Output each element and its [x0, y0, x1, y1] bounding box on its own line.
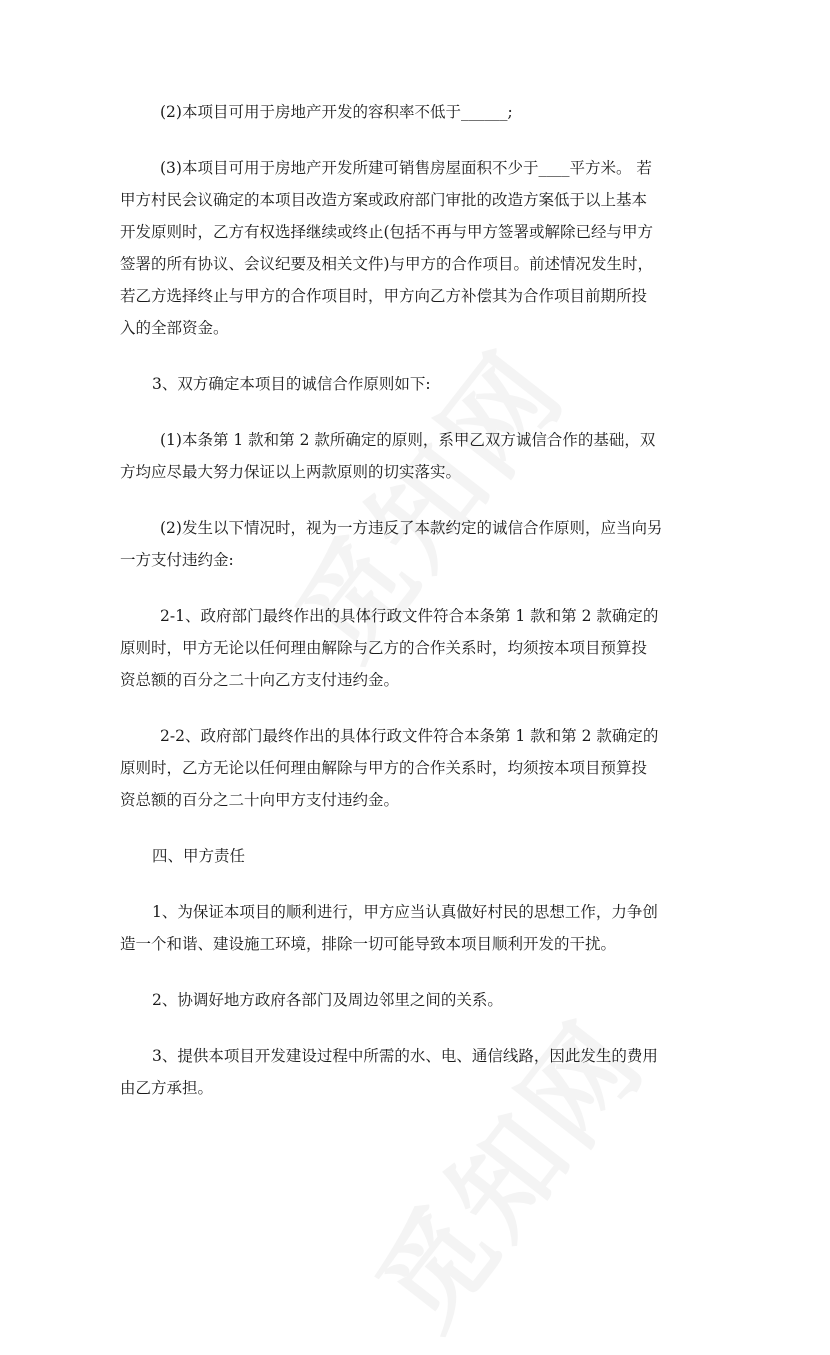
text-line: 开发原则时，乙方有权选择继续或终止(包括不再与甲方签署或解除已经与甲方 — [120, 223, 654, 241]
paragraph-sellable-area — [120, 152, 680, 344]
section-heading-party-a-duties — [152, 840, 680, 872]
text-line: (2)本项目可用于房地产开发的容积率不低于______; — [160, 103, 513, 121]
text-line: 入的全部资金。 — [120, 319, 229, 337]
text-line: 3、提供本项目开发建设过程中所需的水、电、通信线路，因此发生的费用 — [152, 1047, 658, 1065]
text-line: 签署的所有协议、会议纪要及相关文件)与甲方的合作项目。前述情况发生时， — [120, 255, 654, 273]
paragraph-good-faith-2 — [120, 512, 680, 576]
text-line: 资总额的百分之二十向乙方支付违约金。 — [120, 671, 400, 689]
text-line: 若乙方选择终止与甲方的合作项目时，甲方向乙方补偿其为合作项目前期所投 — [120, 287, 648, 305]
paragraph-good-faith-heading — [152, 368, 680, 400]
text-line: 1、为保证本项目的顺利进行，甲方应当认真做好村民的思想工作，力争创 — [152, 903, 658, 921]
document-body — [120, 96, 680, 1128]
text-line: 四、甲方责任 — [152, 847, 246, 865]
paragraph-clause-2-1 — [120, 600, 680, 696]
text-line: 一方支付违约金: — [120, 551, 234, 569]
paragraph-duty-1 — [120, 896, 680, 960]
text-line: 原则时，乙方无论以任何理由解除与甲方的合作关系时，均须按本项目预算投 — [120, 759, 648, 777]
paragraph-duty-2 — [152, 984, 680, 1016]
text-line: 2-2、政府部门最终作出的具体行政文件符合本条第 1 款和第 2 款确定的 — [160, 727, 659, 745]
text-line: 3、双方确定本项目的诚信合作原则如下: — [152, 375, 431, 393]
paragraph-clause-2-2 — [120, 720, 680, 816]
text-line: 甲方村民会议确定的本项目改造方案或政府部门审批的改造方案低于以上基本 — [120, 191, 648, 209]
text-line: 造一个和谐、建设施工环境，排除一切可能导致本项目顺利开发的干扰。 — [120, 935, 617, 953]
paragraph-duty-3 — [120, 1040, 680, 1104]
text-line: (2)发生以下情况时，视为一方违反了本款约定的诚信合作原则，应当向另 — [160, 519, 663, 537]
text-line: (1)本条第 1 款和第 2 款所确定的原则，系甲乙双方诚信合作的基础，双 — [160, 431, 656, 449]
text-line: 原则时，甲方无论以任何理由解除与乙方的合作关系时，均须按本项目预算投 — [120, 639, 648, 657]
text-line: 资总额的百分之二十向甲方支付违约金。 — [120, 791, 400, 809]
text-line: 由乙方承担。 — [120, 1079, 214, 1097]
paragraph-good-faith-1 — [120, 424, 680, 488]
text-line: 2-1、政府部门最终作出的具体行政文件符合本条第 1 款和第 2 款确定的 — [160, 607, 659, 625]
text-line: 2、协调好地方政府各部门及周边邻里之间的关系。 — [152, 991, 503, 1009]
text-line: 方均应尽最大努力保证以上两款原则的切实落实。 — [120, 463, 462, 481]
paragraph-far-ratio — [160, 96, 680, 128]
text-line: (3)本项目可用于房地产开发所建可销售房屋面积不少于____平方米。 若 — [160, 159, 652, 177]
